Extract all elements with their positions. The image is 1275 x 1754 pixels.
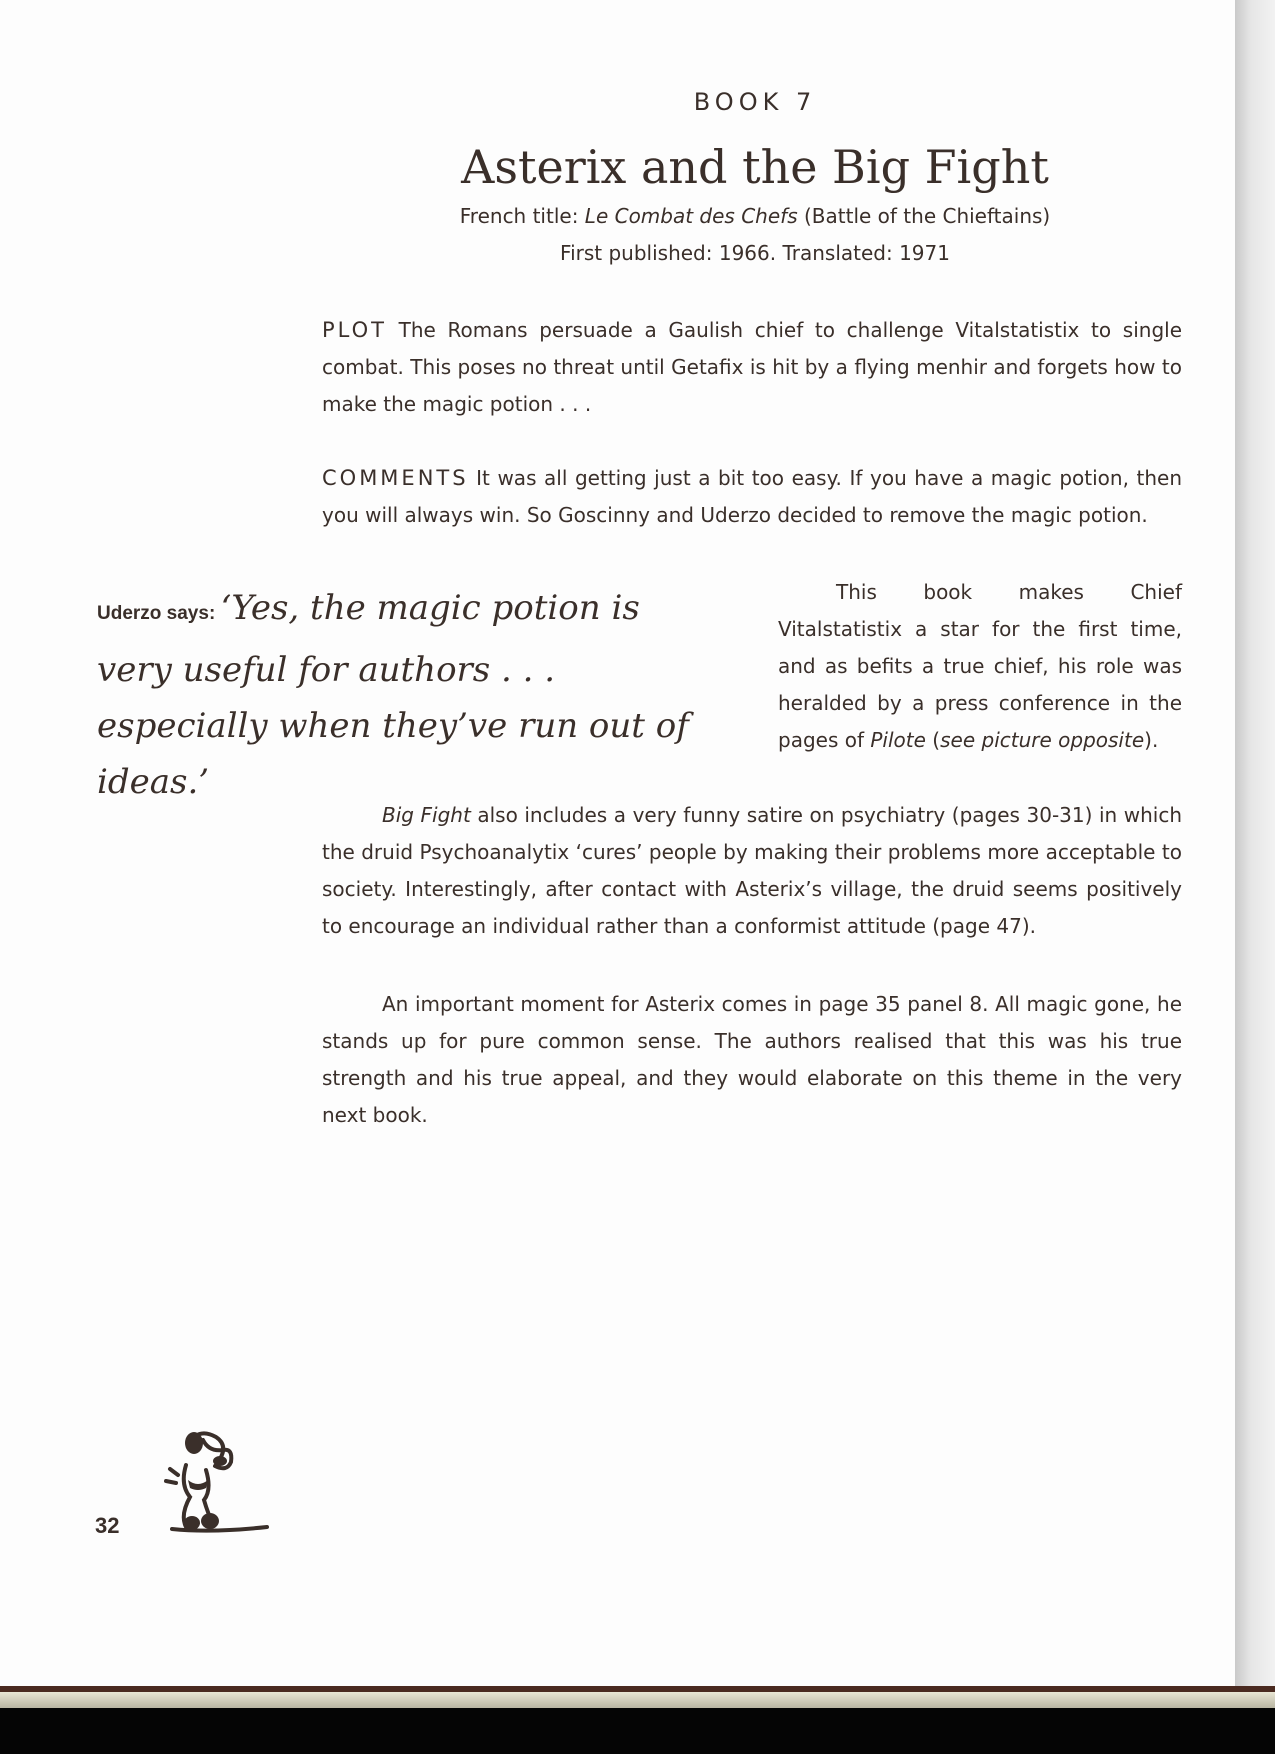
big-fight-title: Big Fight [382,803,471,827]
side-paragraph [778,574,1182,759]
pilote-title: Pilote [870,728,926,752]
body-paragraph-1-text: also includes a very funny satire on psychiatry (pages 30-31) in which the druid Psychoanalytix ‘cures’ people by making their problems more acceptable to society. Interestingly, after contact with Asterix’s village, the druid seems positively to encourage an individual rather than a conformist attitude (page 47). [322,803,1182,938]
body-paragraph-1 [322,797,1182,945]
side-paragraph-text: This book makes Chief Vitalstatistix a star for the first time, and as befits a true chief, his role was heralded by a press conference in the pages of [778,580,1182,752]
french-title: Le Combat des Chefs [584,204,798,228]
page-title: Asterix and the Big Fight [461,140,1049,194]
pull-quote-text: ‘Yes, the magic potion is very useful for authors . . . especially when they’ve run out of ideas.’ [97,588,689,802]
publication-info: First published: 1966. Translated: 1971 [560,241,950,265]
paren-open: ( [925,728,941,752]
comments-text: It was all getting just a bit too easy. If you have a magic potion, then you will always win. So Goscinny and Uderzo decided to remove the magic potion. [322,466,1182,527]
see-picture-note: see picture opposite [940,728,1145,752]
plot-paragraph [322,312,1182,423]
book-cover-edge-light [0,1692,1275,1708]
plot-text: The Romans persuade a Gaulish chief to challenge Vitalstatistix to single combat. This poses no threat until Getafix is hit by a flying menhir and forgets how to make the magic potion . . . [322,318,1182,416]
comments-label: COMMENTS [322,466,469,490]
pull-quote-label: Uderzo says: [97,603,221,624]
pull-quote [97,580,697,810]
paren-close: ). [1144,728,1159,752]
book-number-label: BOOK 7 [693,88,817,116]
scan-background [0,1708,1275,1754]
body-paragraph-2: An important moment for Asterix comes in page 35 panel 8. All magic gone, he stands up for pure common sense. The authors realised that this was his true strength and his true appeal, and they would elaborate on this theme in the very next book. [322,992,1182,1127]
french-title-line [0,204,1275,228]
page-number: 32 [95,1513,120,1538]
french-title-prefix: French title: [459,204,585,228]
french-title-translation: (Battle of the Chieftains) [797,204,1051,228]
comments-paragraph [322,460,1182,534]
plot-label: PLOT [322,318,387,342]
dogmatix-icon [158,1425,283,1535]
